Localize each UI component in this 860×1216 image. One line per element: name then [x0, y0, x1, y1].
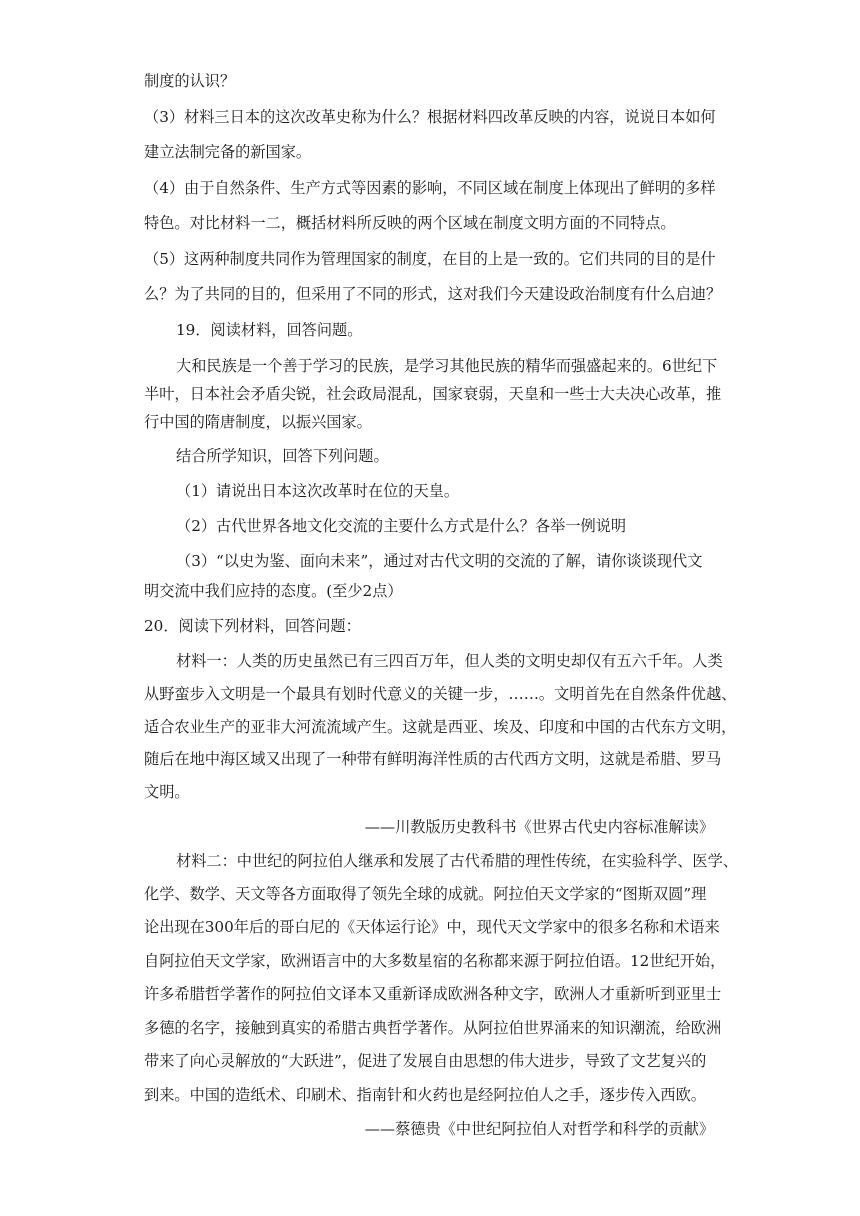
material-1-line: 随后在地中海区域又出现了一种带有鲜明海洋性质的古代西方文明，这就是希腊、罗马	[144, 750, 722, 768]
material-2-line: 自阿拉伯天文学家，欧洲语言中的大多数星宿的名称都来源于阿拉伯语。12世纪开始，	[144, 952, 726, 970]
question-18-sub-5: （5）这两种制度共同作为管理国家的制度，在目的上是一致的。它们共同的目的是什	[144, 250, 716, 268]
question-18-sub-3-cont: 建立法制完备的新国家。	[144, 143, 312, 161]
question-20-heading: 20．阅读下列材料，回答问题：	[144, 617, 361, 635]
question-19-material-line: 大和民族是一个善于学习的民族，是学习其他民族的精华而强盛起来的。6世纪下	[176, 357, 718, 375]
question-19-sub-1: （1）请说出日本这次改革时在位的天皇。	[176, 482, 460, 500]
question-19-sub-3-cont: 明交流中我们应持的态度。(至少2点）	[144, 582, 403, 600]
question-18-sub-4: （4）由于自然条件、生产方式等因素的影响，不同区域在制度上体现出了鲜明的多样	[144, 179, 716, 197]
material-2-line: 论出现在300年后的哥白尼的《天体运行论》中，现代天文学家中的很多名称和术语来	[144, 918, 720, 936]
question-19-instruction: 结合所学知识，回答下列问题。	[176, 447, 389, 465]
material-2-line: 到来。中国的造纸术、印刷术、指南针和火药也是经阿拉伯人之手，逐步传入西欧。	[144, 1086, 706, 1104]
question-19-sub-2: （2）古代世界各地文化交流的主要什么方式是什么？各举一例说明	[176, 517, 627, 535]
question-19-material-line: 行中国的隋唐制度，以振兴国家。	[144, 413, 372, 431]
material-1-line: 适合农业生产的亚非大河流流域产生。这就是西亚、埃及、印度和中国的古代东方文明，	[144, 718, 737, 736]
material-1-line: 材料一：人类的历史虽然已有三四百万年，但人类的文明史却仅有五六千年。人类	[176, 652, 723, 670]
material-2-line: 化学、数学、天文等各方面取得了领先全球的成就。阿拉伯天文学家的“图斯双圆”理	[144, 885, 707, 903]
material-2-line: 多德的名字，接触到真实的希腊古典哲学著作。从阿拉伯世界涌来的知识潮流，给欧洲	[144, 1019, 722, 1037]
material-2-line: 许多希腊哲学著作的阿拉伯文译本又重新译成欧洲各种文字，欧洲人才重新听到亚里士	[144, 985, 722, 1003]
material-1-source: ——川教版历史教科书《世界古代史内容标准解读》	[364, 818, 714, 836]
question-18-sub-4-cont: 特色。对比材料一二，概括材料所反映的两个区域在制度文明方面的不同特点。	[144, 214, 676, 232]
material-2-source: ——蔡德贵《中世纪阿拉伯人对哲学和科学的贡献》	[364, 1120, 714, 1138]
question-19-material-line: 半叶，日本社会矛盾尖锐，社会政局混乱，国家衰弱，天皇和一些士大夫决心改革，推	[144, 385, 722, 403]
material-1-line: 文明。	[144, 783, 190, 801]
question-18-continued-text: 制度的认识？	[144, 72, 236, 90]
material-2-line: 材料二：中世纪的阿拉伯人继承和发展了古代希腊的理性传统，在实验科学、医学、	[176, 852, 738, 870]
material-1-line: 从野蛮步入文明是一个最具有划时代意义的关键一步，……。文明首先在自然条件优越、	[144, 685, 737, 703]
question-19-sub-3: （3）“以史为鉴、面向未来”，通过对古代文明的交流的了解，请你谈谈现代文	[176, 552, 703, 570]
material-2-line: 带来了向心灵解放的“大跃进”，促进了发展自由思想的伟大进步，导致了文艺复兴的	[144, 1052, 707, 1070]
question-18-sub-5-cont: 么？为了共同的目的，但采用了不同的形式，这对我们今天建设政治制度有什么启迪？	[144, 285, 722, 303]
question-19-heading: 19．阅读材料，回答问题。	[176, 321, 363, 339]
question-18-sub-3: （3）材料三日本的这次改革史称为什么？根据材料四改革反映的内容，说说日本如何	[144, 108, 716, 126]
